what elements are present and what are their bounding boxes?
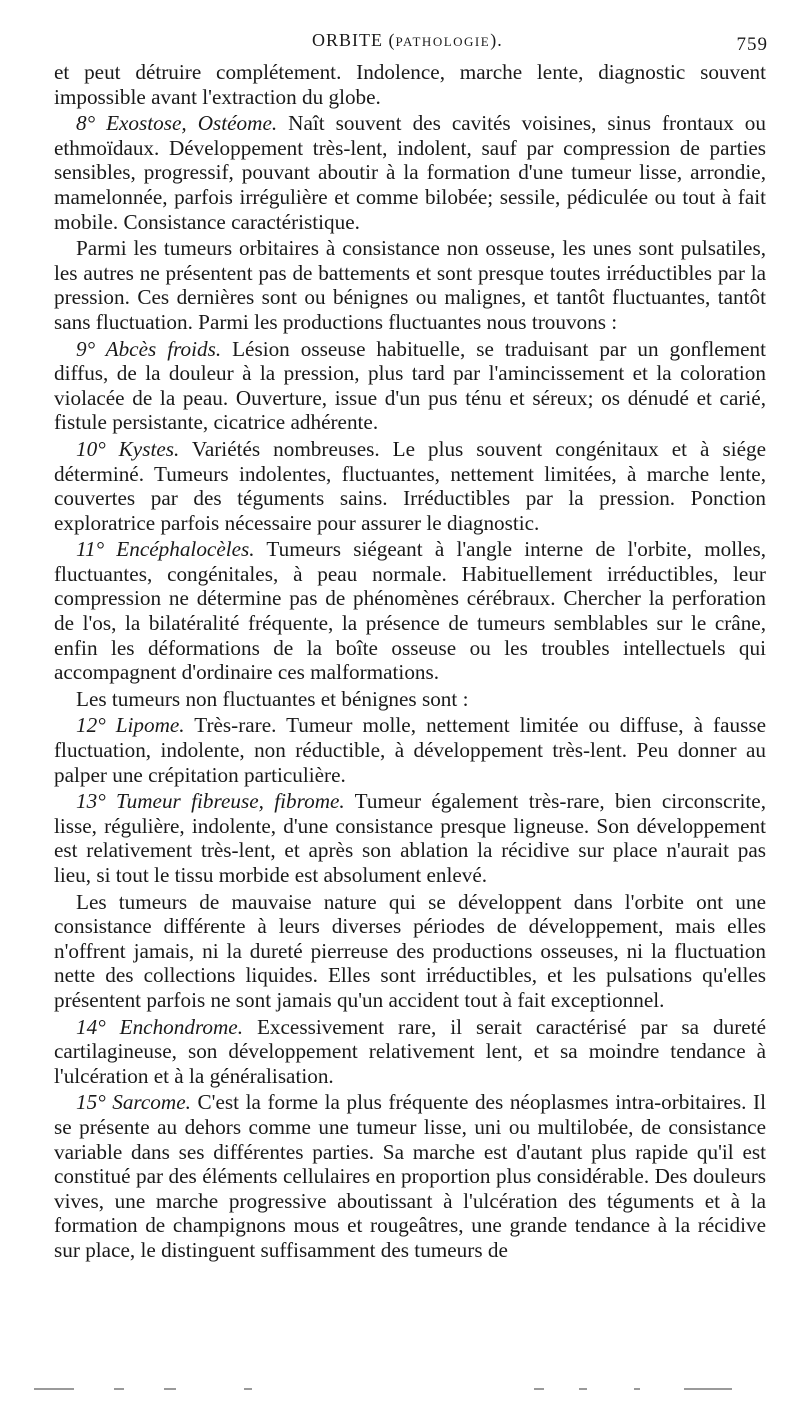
- paragraph-text: Les tumeurs non fluctuantes et bénignes sont :: [76, 686, 469, 711]
- body-text: [54, 60, 766, 1263]
- paragraph-encephaloceles: [54, 537, 766, 685]
- running-title-end: ).: [490, 30, 503, 50]
- paragraph-term: 11° Encéphalocèles.: [76, 537, 255, 562]
- paragraph-text: Les tumeurs de mauvaise nature qui se développent dans l'orbite ont une consistance différente à leurs diverses périodes de développement, mais elles n'offrent jamais, ni la dureté pierreuse des productions osseuses, ni la fluctuation nette des collections liquides. Elles sont irréductibles, et les pulsations qu'elles présentent parfois ne sont jamais qu'un accident tout à fait exceptionnel.: [54, 889, 766, 1012]
- running-title-main: ORBITE (: [312, 30, 396, 50]
- paragraph-term: 9° Abcès froids.: [76, 336, 222, 361]
- paragraph-text: Variétés nombreuses. Le plus souvent congénitaux et à siége déterminé. Tumeurs indolentes, fluctuantes, nettement limitées, à marche lente, couvertes par des téguments sains. Irréductibles par la pression. Ponction exploratrice parfois nécessaire pour assurer le diagnostic.: [54, 436, 766, 535]
- book-page: [54, 30, 766, 1263]
- running-head: [54, 30, 766, 60]
- scan-mark: [244, 1388, 252, 1390]
- paragraph-exostose: [54, 111, 766, 234]
- paragraph-continuation: [54, 60, 766, 109]
- scan-mark: [114, 1388, 124, 1390]
- paragraph-text: Tumeurs siégeant à l'angle interne de l'orbite, molles, fluctuantes, congénitales, à peau normale. Habituellement irréductibles, leur compression ne détermine pas de phénomènes cérébraux. Chercher la perforation de l'os, la bilatéralité fréquente, la présence de tumeurs semblables sur le crâne, enfin les déformations de la boîte osseuse ou les troubles intellectuels qui accompagnent d'ordinaire ces malformations.: [54, 537, 766, 685]
- paragraph-text: Naît souvent des cavités voisines, sinus frontaux ou ethmoïdaux. Développement très-lent, indolent, sauf par compression de parties sensibles, progressif, pouvant aboutir à la formation d'une tumeur lisse, arrondie, mamelonnée, parfois irrégulière et comme bilobée; sessile, pédiculée ou tout à fait mobile. Consistance caractéristique.: [54, 111, 766, 234]
- paragraph-term: 12° Lipome.: [76, 713, 185, 738]
- paragraph-text: Excessivement rare, il serait caractérisé par sa dureté cartilagineuse, son développement relativement lent, et sa moindre tendance à l'ulcération et à la généralisation.: [54, 1014, 766, 1088]
- paragraph-intro-non-osseuse: [54, 236, 766, 334]
- scan-mark: [534, 1388, 544, 1390]
- paragraph-text: Très-rare. Tumeur molle, nettement limitée ou diffuse, à fausse fluctuation, indolente, non réductible, à développement très-lent. Peu donner au palper une crépitation particulière.: [54, 713, 766, 787]
- paragraph-text: Parmi les tumeurs orbitaires à consistance non osseuse, les unes sont pulsatiles, les autres ne présentent pas de battements et sont presque toutes irréductibles par la pression. Ces dernières sont ou bénignes ou malignes, et tantôt fluctuantes, tantôt sans fluctuation. Parmi les productions fluctuantes nous trouvons :: [54, 236, 766, 334]
- paragraph-term: 15° Sarcome.: [76, 1090, 191, 1115]
- scan-footer-marks: [34, 1388, 734, 1394]
- paragraph-term: 14° Enchondrome.: [76, 1014, 244, 1039]
- paragraph-term: 10° Kystes.: [76, 436, 180, 461]
- paragraph-term: 8° Exostose, Ostéome.: [76, 111, 278, 136]
- scan-mark: [684, 1388, 732, 1390]
- paragraph-intro-mauvaise-nature: [54, 890, 766, 1013]
- paragraph-text: C'est la forme la plus fréquente des néoplasmes intra-orbitaires. Il se présente au dehors comme une tumeur lisse, uni ou multilobée, de consistance variable dans ses différentes parties. Sa marche est d'autant plus rapide qu'il est constitué par des éléments cellulaires en proportion plus considérable. Des douleurs vives, une marche progressive aboutissant à l'ulcération des téguments et à la formation de champignons mous et rougeâtres, une grande tendance à la récidive sur place, le distinguent suffisamment des tumeurs de: [54, 1090, 766, 1262]
- running-title: [312, 30, 503, 51]
- paragraph-text: et peut détruire complétement. Indolence, marche lente, diagnostic souvent impossible avant l'extraction du globe.: [54, 60, 766, 109]
- paragraph-lipome: [54, 713, 766, 787]
- paragraph-abces-froids: [54, 337, 766, 435]
- paragraph-term: 13° Tumeur fibreuse, fibrome.: [76, 789, 345, 814]
- page-number: 759: [736, 34, 768, 55]
- paragraph-fibrome: [54, 789, 766, 887]
- running-title-subtitle: PATHOLOGIE: [395, 34, 491, 49]
- scan-mark: [164, 1388, 176, 1390]
- scan-mark: [634, 1388, 640, 1390]
- scan-mark: [579, 1388, 587, 1390]
- paragraph-sarcome: [54, 1090, 766, 1262]
- paragraph-text: Tumeur également très-rare, bien circonscrite, lisse, régulière, indolente, d'une consistance presque ligneuse. Son développement est relativement très-lent, et après son ablation la récidive sur place n'aurait pas lieu, si tout le tissu morbide est absolument enlevé.: [54, 789, 766, 887]
- paragraph-text: Lésion osseuse habituelle, se traduisant par un gonflement diffus, de la douleur à la pression, plus tard par l'amincissement et la coloration violacée de la peau. Ouverture, issue d'un pus ténu et séreux; os dénudé et carié, fistule persistante, cicatrice adhérente.: [54, 336, 766, 435]
- paragraph-intro-benignes: [54, 687, 766, 712]
- paragraph-kystes: [54, 437, 766, 535]
- paragraph-enchondrome: [54, 1015, 766, 1089]
- scan-mark: [34, 1388, 74, 1390]
